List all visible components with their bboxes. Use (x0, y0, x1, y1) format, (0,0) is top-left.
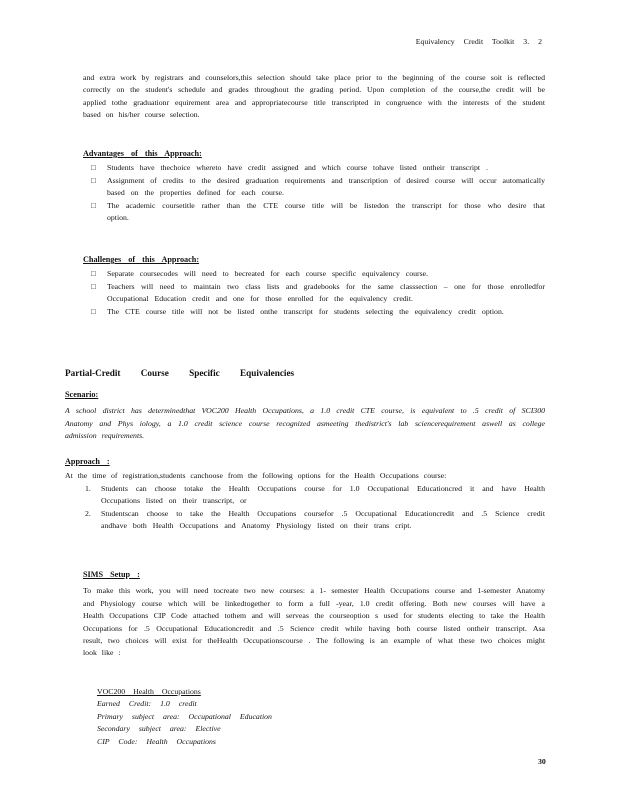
scenario-section (65, 389, 545, 443)
approach-text: At the time of registration,students canchoose from the following options for the Health Occupations course: (65, 471, 447, 481)
scenario-text: A school district has determinedthat VOC200 Health Occupations, a 1.0 credit CTE course, is equivalent to .5 credit of SCI300 Anatomy and Phys iology, a 1.0 credit science course recognized asmeeting thedistrict's lab sciencerequirement aswell as college admission requirements. (65, 406, 545, 441)
challenges-section (83, 254, 545, 318)
course-card-line: Earned Credit: 1.0 credit (97, 699, 197, 709)
list-item: □ The academic coursetitle rather than the CTE course title will be listedon the transcript for those who desire that option. (91, 200, 545, 223)
bullet-icon: □ (91, 163, 96, 173)
approach-section (65, 456, 545, 532)
bullet-icon: □ (91, 306, 96, 316)
bullet-icon: □ (91, 281, 96, 291)
intro-paragraph: and extra work by registrars and counselors,this selection should take place prior to the beginning of the course soit is reflected correctly on the student's schedule and grades throughout the grading period. Upon completion of the course,the credit will be applied tothe graduationr equirement area and appropriatecourse title transcripted in congruence with the interests of the student based on his/her course selection. (83, 73, 545, 120)
scenario-heading: Scenario: (65, 390, 99, 399)
list-item: 1. Students can choose totake the Health Occupations course for 1.0 Occupational Educationcred it and have Health Occupations listed on their transcript, or (85, 483, 545, 506)
list-item: □ Separate coursecodes will need to becreated for each course specific equivalency course. (83, 268, 545, 280)
running-header: Equivalency Credit Toolkit 3. 2 (415, 37, 542, 46)
course-card-line: Secondary subject area: Elective (97, 724, 221, 734)
course-card-line: CIP Code: Health Occupations (97, 736, 216, 746)
advantages-section (83, 148, 545, 224)
section-heading: Partial-Credit Course Specific Equivalencies (65, 368, 295, 378)
bullet-icon: □ (91, 200, 96, 210)
sims-section (83, 569, 545, 660)
bullet-icon: □ (91, 269, 96, 279)
page-number: 30 (538, 757, 546, 766)
advantages-heading: Advantages of this Approach: (83, 149, 202, 158)
approach-heading: Approach : (65, 457, 110, 466)
challenges-list (83, 268, 545, 318)
course-card (97, 686, 272, 748)
course-card-line: Primary subject area: Occupational Education (97, 711, 272, 721)
options-list (83, 483, 545, 533)
sims-heading: SIMS Setup : (83, 570, 140, 579)
intro-section (83, 72, 545, 122)
bullet-icon: □ (91, 175, 96, 185)
advantages-list (83, 162, 545, 224)
list-item: □ The CTE course title will not be listed onthe transcript for students selecting the equivalency credit option. (83, 306, 545, 318)
course-card-title: VOC200 Health Occupations (97, 687, 201, 696)
list-item: □ Students have thechoice whereto have credit assigned and which course tohave listed ontheir transcript . (83, 162, 545, 174)
list-item: □ Assignment of credits to the desired graduation requirements and transcription of desired course will occur automatically based on the properties defined for each course. (91, 175, 545, 198)
sims-text: To make this work, you will need tocreate two new courses: a 1- semester Health Occupations course and 1-semester Anatomy and Physiology course which will be linkedtogether to form a full -year, 1.0 credit offering. Both new courses will have a Health Occupations CIP Code attached tothem and will serveas the courseoption s used for students electing to take the Health Occupations for .5 Occupational Educationcredit and .5 Science credit while having both course listed ontheir transcript. Asa result, two choices will exist for theHealth Occupationscourse . The following is an example of what these two choices might look like : (83, 586, 545, 658)
challenges-heading: Challenges of this Approach: (83, 255, 200, 264)
list-item: 2. Studentscan choose to take the Health Occupations coursefor .5 Occupational Educationcredit and .5 Science credit andhave both Health Occupations and Anatomy Physiology listed on their trans cript. (85, 508, 545, 531)
list-item: □ Teachers will need to maintain two class lists and gradebooks for the same classsection – one for those enrolledfor Occupational Education credit and one for those enrolled for the equivalency credit. (91, 281, 545, 304)
